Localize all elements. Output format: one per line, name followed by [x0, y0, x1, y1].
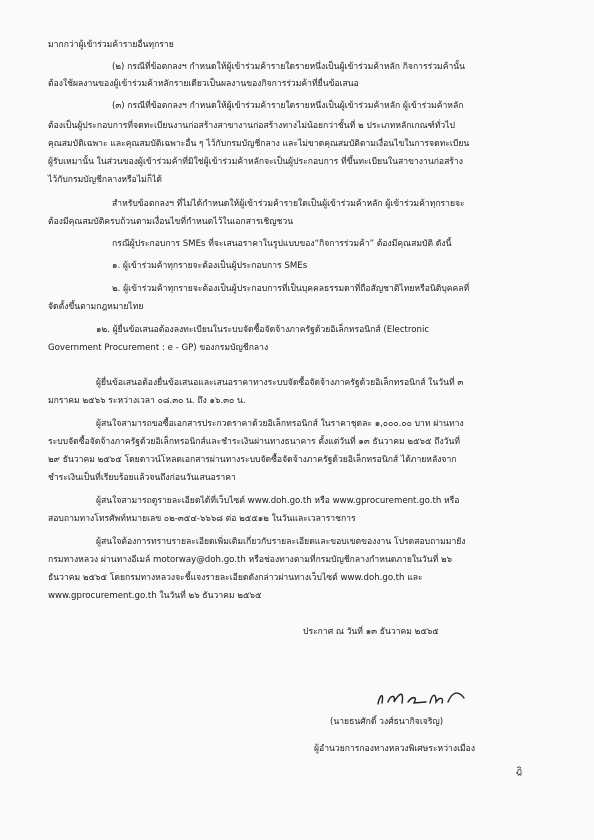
text-line: ชำระเงินเป็นที่เรียบร้อยแล้วจนถึงก่อนวันเสนอราคา [48, 473, 236, 483]
text-line: ๑๒. ผู้ยื่นข้อเสนอต้องลงทะเบียนในระบบจัดซื้อจัดจ้างภาครัฐด้วยอิเล็กทรอนิกส์ (Electronic [96, 325, 430, 335]
signer-name: (นายธนศักดิ์ วงศ์ธนากิจเจริญ) [330, 717, 444, 727]
initial-mark: ฎิ [516, 767, 523, 777]
text-line: ต้องใช้ผลงานของผู้เข้าร่วมค้าหลักรายเดียวเป็นผลงานของกิจการร่วมค้าที่ยื่นข้อเสนอ [48, 79, 359, 89]
text-line: กรมทางหลวง ผ่านทางอีเมล์ motorway@doh.go.th หรือช่องทางตามที่กรมบัญชีกลางกำหนดภายในวันที่ ๒๖ [48, 555, 453, 565]
text-line: คุณสมบัติเฉพาะ และคุณสมบัติเฉพาะอื่น ๆ ไว้กับกรมบัญชีกลาง และไม่ขาดคุณสมบัติตามเงื่อนไขในการจดทะเบียน [48, 139, 470, 149]
text-line: สอบถามทางโทรศัพท์หมายเลข ๐๒-๓๕๔-๖๖๖๘ ต่อ ๒๕๕๑๒ ในวันและเวลาราชการ [48, 514, 356, 524]
announcement-date: ประกาศ ณ วันที่ ๑๓ ธันวาคม ๒๕๖๕ [303, 627, 439, 637]
text-line: มากกว่าผู้เข้าร่วมค้ารายอื่นทุกราย [48, 40, 174, 50]
text-line: ๑. ผู้เข้าร่วมค้าทุกรายจะต้องเป็นผู้ประกอบการ SMEs [112, 261, 308, 271]
text-line: ผู้รับเหมานั้น ในส่วนของผู้เข้าร่วมค้าที่มิใช่ผู้เข้าร่วมค้าหลักจะเป็นผู้ประกอบการ ที่ขึ้นทะเบียนในสาขางานก่อสร้าง [48, 157, 463, 167]
text-line: จัดตั้งขึ้นตามกฎหมายไทย [48, 302, 144, 312]
text-line: ผู้ยื่นข้อเสนอต้องยื่นข้อเสนอและเสนอราคาทางระบบจัดซื้อจัดจ้างภาครัฐด้วยอิเล็กทรอนิกส์ ในวันที่ ๓ [96, 378, 464, 388]
text-line: (๒) กรณีที่ข้อตกลงฯ กำหนดให้ผู้เข้าร่วมค้ารายใดรายหนึ่งเป็นผู้เข้าร่วมค้าหลัก กิจการร่วมค้านั้น [112, 62, 466, 72]
text-line: ๒. ผู้เข้าร่วมค้าทุกรายจะต้องเป็นผู้ประกอบการที่เป็นบุคคลธรรมดาที่ถือสัญชาติไทยหรือนิติบุคคลที่ [112, 284, 470, 294]
text-line: ต้องมีคุณสมบัติครบถ้วนตามเงื่อนไขที่กำหนดไว้ในเอกสารเชิญชวน [48, 217, 294, 227]
text-line: (๓) กรณีที่ข้อตกลงฯ กำหนดให้ผู้เข้าร่วมค้ารายใดรายหนึ่งเป็นผู้เข้าร่วมค้าหลัก ผู้เข้าร่วมค้าหลัก [112, 101, 464, 111]
signer-title: ผู้อำนวยการกองทางหลวงพิเศษระหว่างเมือง [314, 744, 476, 754]
text-line: ผู้สนใจต้องการทราบรายละเอียดเพิ่มเติมเกี่ยวกับรายละเอียดและขอบเขตของงาน โปรดสอบถามมายัง [96, 537, 466, 547]
text-line: ผู้สนใจสามารถดูรายละเอียดได้ที่เว็บไซต์ www.doh.go.th หรือ www.gprocurement.go.th หรือ [96, 496, 460, 506]
text-line: กรณีผู้ประกอบการ SMEs ที่จะเสนอราคาในรูปแบบของ“กิจการร่วมค้า” ต้องมีคุณสมบัติ ดังนี้ [112, 239, 452, 249]
text-line: สำหรับข้อตกลงฯ ที่ไม่ได้กำหนดให้ผู้เข้าร่วมค้ารายใดเป็นผู้เข้าร่วมค้าหลัก ผู้เข้าร่วมค้าทุกรายจะ [112, 199, 465, 209]
text-line: ระบบจัดซื้อจัดจ้างภาครัฐด้วยอิเล็กทรอนิกส์และชำระเงินผ่านทางธนาคาร ตั้งแต่วันที่ ๑๓ ธันวาคม ๒๕๖๕ ถึงวันที่ [48, 437, 461, 447]
text-line: ธันวาคม ๒๕๖๕ โดยกรมทางหลวงจะชี้แจงรายละเอียดดังกล่าวผ่านทางเว็บไซต์ www.doh.go.th และ [48, 573, 423, 583]
text-line: ๒๙ ธันวาคม ๒๕๖๕ โดยดาวน์โหลดเอกสารผ่านทางระบบจัดซื้อจัดจ้างภาครัฐด้วยอิเล็กทรอนิกส์ ได้ภายหลังจาก [48, 455, 457, 465]
text-line: www.gprocurement.go.th ในวันที่ ๒๖ ธันวาคม ๒๕๖๕ [48, 591, 262, 601]
text-line: มกราคม ๒๕๖๖ ระหว่างเวลา ๐๘.๓๐ น. ถึง ๑๖.๓๐ น. [48, 396, 246, 406]
text-line: ต้องเป็นผู้ประกอบการที่จดทะเบียนงานก่อสร้างสาขางานก่อสร้างทางไม่น้อยกว่าชั้นที่ ๒ ประเภทหลักเกณฑ์ทั่วไป [48, 121, 456, 131]
text-line: Government Procurement : e - GP) ของกรมบัญชีกลาง [48, 343, 269, 353]
text-line: ไว้กับกรมบัญชีกลางหรือไม่ก็ได้ [48, 175, 162, 185]
signature-image [370, 686, 470, 710]
text-line: ผู้สนใจสามารถขอซื้อเอกสารประกวดราคาด้วยอิเล็กทรอนิกส์ ในราคาชุดละ ๑,๐๐๐.๐๐ บาท ผ่านทาง [96, 419, 464, 429]
